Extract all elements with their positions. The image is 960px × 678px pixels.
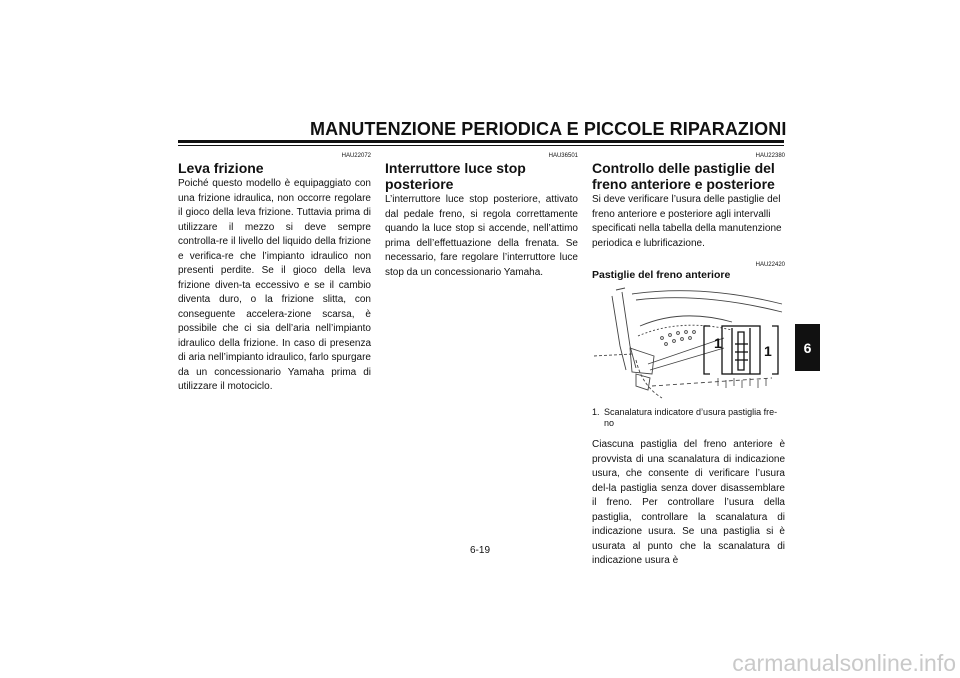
figure-caption xyxy=(592,407,785,428)
section-intro-brake-pads: Si deve verificare l’usura delle pastiglie del freno anteriore e posteriore agli intervalli specificati nella tabella della manutenzione periodica e lubrificazione. xyxy=(592,194,782,249)
section-body-brake-pads: Ciascuna pastiglia del freno anteriore è provvista di una scanalatura di indicazione usura, che consente di verificare l’usura del-la pastiglia senza dover disassemblare il freno. Per controllare l’usura della pastiglia, controllare la scanalatura di indicazione usura. Se una pastiglia si è usurata al punto che la scanalatura di indicazione usura è xyxy=(592,439,785,566)
callout-number-left: 1 xyxy=(714,335,722,351)
brake-caliper-illustration xyxy=(592,286,785,403)
column-brake-light-switch xyxy=(385,152,578,280)
caption-number: 1. xyxy=(592,407,600,417)
header-rule-thick xyxy=(178,140,784,143)
section-heading-brake-pads: Controllo delle pastiglie del freno anteriore e posteriore xyxy=(592,160,775,192)
column-brake-pads xyxy=(592,152,785,569)
chapter-tab: 6 xyxy=(795,324,820,371)
column-clutch-lever xyxy=(178,152,371,395)
brake-caliper-drawing xyxy=(592,286,785,403)
subsection-heading-front-pads: Pastiglie del freno anteriore xyxy=(592,269,731,281)
page-title: MANUTENZIONE PERIODICA E PICCOLE RIPARAZIONI xyxy=(310,119,787,139)
section-code: HAU22380 xyxy=(755,153,785,159)
section-body-clutch-lever: Poiché questo modello è equipaggiato con una frizione idraulica, non occorre regolare il gioco della leva frizione. Tuttavia prima di utilizzare il mezzo si deve sempre controlla-re il livello del liquido della frizione e verifica-re che l’impianto idraulico non presenti perdite. Se il gioco della leva frizione diven-ta eccessivo e se il cambio diventa duro, o la frizione slitta, con conseguente accelera-zione scarsa, è possibile che ci sia dell’aria nell’impianto idraulico della frizione. In caso di presenza di aria nell’impianto idraulico, farlo spurgare da un concessionario Yamaha prima di utilizzare il motociclo. xyxy=(178,178,371,392)
section-heading-clutch-lever: Leva frizione xyxy=(178,160,264,176)
section-heading-brake-light-switch: Interruttore luce stop posteriore xyxy=(385,160,526,192)
section-code: HAU22072 xyxy=(341,153,371,159)
caption-text: Scanalatura indicatore d’usura pastiglia fre-no xyxy=(604,407,778,428)
subsection-code: HAU22420 xyxy=(755,262,785,268)
callout-number-right: 1 xyxy=(764,343,772,359)
section-code: HAU36501 xyxy=(548,153,578,159)
watermark: carmanualsonline.info xyxy=(732,650,956,676)
section-body-brake-light-switch: L’interruttore luce stop posteriore, attivato dal pedale freno, si regola correttamente quando la luce stop si accende, nell’attimo prima dell’effettuazione della frenata. Se necessario, fare regolare l’interruttore luce stop da un concessionario Yamaha. xyxy=(385,194,578,278)
page-number: 6-19 xyxy=(469,545,490,556)
header-rule-thin xyxy=(178,145,784,146)
